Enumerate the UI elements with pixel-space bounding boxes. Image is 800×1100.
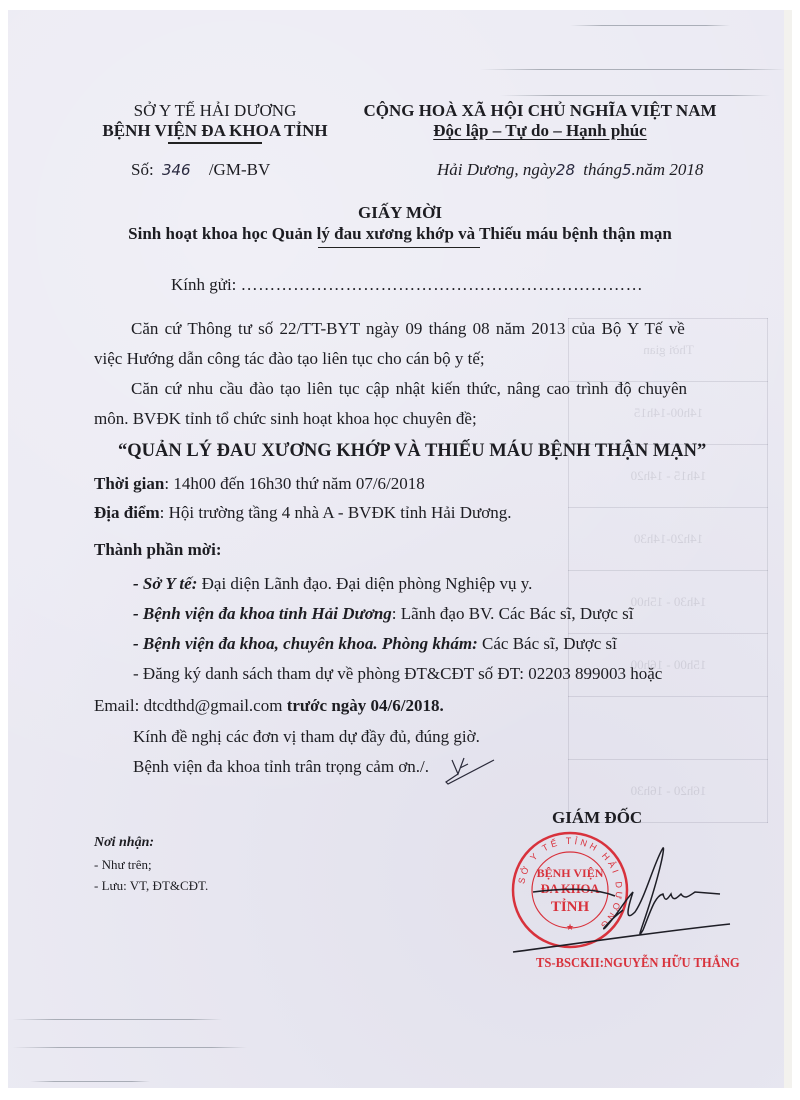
participant-detail: : Lãnh đạo BV. Các Bác sĩ, Dược sĩ: [391, 604, 634, 623]
participant-item: [133, 604, 633, 624]
national-motto: Độc lập – Tự do – Hạnh phúc: [433, 121, 647, 140]
scan-artifact: [12, 1019, 222, 1020]
participant-detail: Đại diện Lãnh đạo. Đại diện phòng Nghiệp vụ y.: [197, 574, 533, 593]
organization-name: BỆNH VIỆN ĐA KHOA TỈNH: [102, 121, 328, 140]
participant-item: [133, 634, 617, 654]
bleed-cell: 14h20-14h30: [569, 508, 768, 571]
page-edge: [784, 10, 792, 1088]
registration-line: - Đăng ký danh sách tham dự về phòng ĐT&CĐT số ĐT: 02203 899003 hoặc: [133, 664, 663, 683]
participant-detail: Các Bác sĩ, Dược sĩ: [477, 634, 617, 653]
addressee-dots: ……………………………………………………………: [240, 275, 644, 294]
date-month-handwritten: 5: [622, 161, 632, 179]
participant-name: - Sở Y tế:: [133, 574, 198, 593]
scan-artifact: [480, 69, 785, 70]
scan-artifact: [500, 95, 770, 96]
time-value: : 14h00 đến 16h30 thứ năm 07/6/2018: [164, 474, 425, 493]
legal-basis-1-line-2: việc Hướng dẫn công tác đào tạo liên tục cho cán bộ y tế;: [94, 349, 485, 368]
time-line: [94, 474, 425, 494]
attendance-request: Kính đề nghị các đơn vị tham dự đầy đủ, đúng giờ.: [133, 727, 480, 746]
legal-basis-1-line-1: Căn cứ Thông tư số 22/TT-BYT ngày 09 tháng 08 năm 2013 của Bộ Y Tế về: [131, 319, 685, 338]
bleed-cell: 15h00 - 16h00: [569, 634, 768, 697]
date-month-label: tháng: [583, 160, 622, 179]
addressee-label: Kính gửi:: [171, 275, 237, 294]
location-value: : Hội trường tầng 4 nhà A - BVĐK tỉnh Hải Dương.: [159, 503, 512, 522]
participant-name: - Bệnh viện đa khoa tỉnh Hải Dương: [133, 604, 392, 623]
stamp-line-1: BỆNH VIỆN: [536, 866, 604, 880]
location-line: [94, 503, 511, 523]
seminar-topic: “QUẢN LÝ ĐAU XƯƠNG KHỚP VÀ THIẾU MÁU BỆNH THẬN MẠN”: [118, 441, 707, 461]
date-place: Hải Dương, ngày: [437, 160, 556, 179]
location-label: Địa điểm: [94, 503, 160, 522]
title-underline: [318, 247, 480, 248]
date-year: .năm 2018: [631, 160, 704, 179]
signer-position: GIÁM ĐỐC: [552, 808, 643, 827]
stamp-line-2: ĐA KHOA: [540, 882, 600, 896]
organization-underline: [168, 142, 262, 144]
department-name: SỞ Y TẾ HẢI DƯƠNG: [133, 101, 297, 120]
recipient-item: - Như trên;: [94, 857, 152, 872]
scan-artifact: [12, 1047, 247, 1048]
bleed-cell: [569, 697, 768, 760]
participants-label: Thành phần mời:: [94, 540, 222, 559]
initials-mark: [438, 756, 500, 788]
closing-line: Bệnh viện đa khoa tỉnh trân trọng cảm ơn./.: [133, 757, 430, 776]
document-type: GIẤY MỜI: [358, 203, 442, 222]
participant-item: [133, 574, 532, 594]
addressee-line: [171, 275, 643, 295]
bleed-cell: Thời gian: [569, 319, 768, 382]
number-handwritten: 346: [161, 161, 191, 179]
participant-name: - Bệnh viện đa khoa, chuyên khoa. Phòng khám:: [133, 634, 478, 653]
legal-basis-2-line-2: môn. BVĐK tỉnh tổ chức sinh hoạt khoa học chuyên đề;: [94, 409, 477, 428]
document-subject: Sinh hoạt khoa học Quản lý đau xương khớp và Thiếu máu bệnh thận mạn: [128, 224, 672, 243]
email-address: Email: dtcdthd@gmail.com: [94, 696, 287, 715]
recipient-item: - Lưu: VT, ĐT&CĐT.: [94, 878, 209, 893]
scan-artifact: [570, 25, 730, 26]
svg-text:★: ★: [565, 922, 575, 932]
signer-name: TS-BSCKII:NGUYỄN HỮU THẮNG: [536, 956, 740, 971]
scan-artifact: [30, 1081, 150, 1082]
number-prefix: Số:: [131, 160, 154, 179]
svg-text:SỞ Y TẾ TỈNH HẢI DƯƠNG: SỞ Y TẾ TỈNH HẢI DƯƠNG: [516, 835, 625, 933]
nation-name: CỘNG HOÀ XÃ HỘI CHỦ NGHĨA VIỆT NAM: [363, 101, 717, 120]
bleed-cell: 14h00-14h15: [569, 382, 768, 445]
number-suffix: /GM-BV: [208, 160, 271, 179]
date-day-handwritten: 28: [555, 161, 576, 179]
stamp-line-3: TỈNH: [550, 899, 590, 915]
email-line: [94, 696, 444, 716]
recipients-label: Nơi nhận:: [94, 835, 155, 850]
document-number: [131, 160, 270, 180]
registration-deadline: trước ngày 04/6/2018.: [286, 696, 444, 715]
bleed-cell: 16h20 - 16h30: [569, 760, 768, 823]
director-signature: [505, 840, 735, 960]
date-line: [437, 160, 703, 180]
bleed-cell: 14h30 - 15h00: [569, 571, 768, 634]
time-label: Thời gian: [94, 474, 165, 493]
legal-basis-2-line-1: Căn cứ nhu cầu đào tạo liên tục cập nhật kiến thức, nâng cao trình độ chuyên: [131, 379, 688, 398]
bleed-cell: 14h15 - 14h20: [569, 445, 768, 508]
